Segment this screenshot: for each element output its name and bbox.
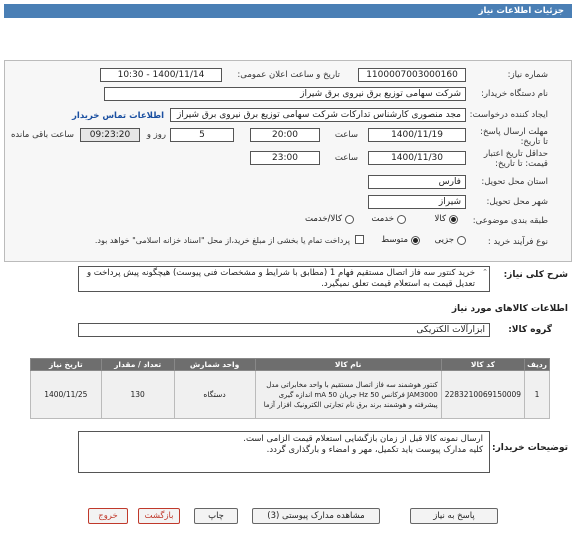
description-label: شرح کلی نیاز: xyxy=(503,270,568,280)
goods-group-field[interactable]: ابزارآلات الکتریکی xyxy=(78,323,490,337)
column-header: تاریخ نیاز xyxy=(31,359,102,371)
buyer-notes-line-1: ارسال نمونه کالا قبل از زمان بازگشایی استعلام قیمت الزامی است. xyxy=(243,434,483,444)
page-header: جزئیات اطلاعات نیاز xyxy=(4,4,572,18)
process-option-minor[interactable]: جزیی xyxy=(435,235,466,245)
category-label: طبقه بندی موضوعی: xyxy=(472,216,548,226)
remaining-time-label: ساعت باقی مانده xyxy=(10,130,74,140)
radio-selected-icon xyxy=(411,236,420,245)
goods-unit: دستگاه xyxy=(174,371,255,419)
table-row[interactable] xyxy=(31,371,550,419)
goods-code: 2283210069150009 xyxy=(441,371,524,419)
exit-button[interactable]: خروج xyxy=(88,508,128,524)
treasury-payment-checkbox[interactable] xyxy=(355,235,364,244)
announce-label: تاریخ و ساعت اعلان عمومی: xyxy=(237,70,340,80)
reply-button[interactable]: پاسخ به نیاز xyxy=(410,508,498,524)
back-button[interactable]: بازگشت xyxy=(138,508,180,524)
province-field[interactable]: فارس xyxy=(368,175,466,189)
deadline-time-field[interactable]: 20:00 xyxy=(250,128,320,142)
radio-icon xyxy=(345,215,354,224)
goods-name: کنتور هوشمند سه فاز اتصال مستقیم با واحد مخابراتی مدل JAM3000 فرکانس 50 Hz جریان 50 mA اندازه گیری پیشرفته و هوشمند برند برق نام تجارتی الکترونیک افزار آزما xyxy=(255,371,441,419)
deadline-date-field[interactable]: 1400/11/19 xyxy=(368,128,466,142)
need-number-field[interactable]: 1100007003000160 xyxy=(358,68,466,82)
city-label: شهر محل تحویل: xyxy=(486,197,548,207)
announce-field[interactable]: 1400/11/14 - 10:30 xyxy=(100,68,222,82)
column-header: نام کالا xyxy=(255,359,441,371)
creator-field[interactable]: مجد منصوری کارشناس تدارکات شرکت سهامی توزیع برق نیروی برق شیراز xyxy=(170,108,466,122)
radio-selected-icon xyxy=(449,215,458,224)
goods-qty: 130 xyxy=(101,371,174,419)
column-header: کد کالا xyxy=(441,359,524,371)
category-option-goods[interactable]: کالا xyxy=(435,214,458,224)
validity-time-label: ساعت xyxy=(334,153,358,163)
buyer-notes-field[interactable] xyxy=(78,431,490,473)
need-date: 1400/11/25 xyxy=(31,371,102,419)
process-option-medium[interactable]: متوسط xyxy=(381,235,420,245)
buyer-org-field[interactable]: شرکت سهامی توزیع برق نیروی برق شیراز xyxy=(104,87,466,101)
category-option-service[interactable]: خدمت xyxy=(371,214,406,224)
city-field[interactable]: شیراز xyxy=(368,195,466,209)
buyer-notes-line-2: کلیه مدارک پیوست باید تکمیل، مهر و امضاء و بارگذاری گردد. xyxy=(266,445,483,455)
buyer-notes-label: توضیحات خریدار: xyxy=(492,443,568,453)
treasury-payment-note: پرداخت تمام یا بخشی از مبلغ خرید،از محل "اسناد خزانه اسلامی" خواهد بود. xyxy=(94,236,350,245)
validity-time-field[interactable]: 23:00 xyxy=(250,151,320,165)
radio-icon xyxy=(457,236,466,245)
description-field[interactable]: خرید کنتور سه فاز اتصال مستقیم فهام 1 (مطابق با شرایط و مشخصات فنی پیوست) هیچگونه پیش پرداخت و تعدیل قیمت به استعلام قیمت تعلق نمیگیرد. xyxy=(78,266,490,292)
row-number: 1 xyxy=(525,371,550,419)
province-label: استان محل تحویل: xyxy=(481,177,548,187)
need-number-label: شماره نیاز: xyxy=(507,70,548,80)
remaining-time-field: 09:23:20 xyxy=(80,128,140,142)
creator-label: ایجاد کننده درخواست: xyxy=(469,110,548,120)
process-label: نوع فرآیند خرید : xyxy=(487,237,548,247)
column-header: واحد شمارش xyxy=(174,359,255,371)
goods-section-title: اطلاعات کالاهای مورد نیاز xyxy=(451,304,568,314)
column-header: ردیف xyxy=(525,359,550,371)
buyer-org-label: نام دستگاه خریدار: xyxy=(481,89,548,99)
deadline-time-label: ساعت xyxy=(334,130,358,140)
buyer-contact-link[interactable]: اطلاعات تماس خریدار xyxy=(72,111,164,121)
days-field[interactable]: 5 xyxy=(170,128,234,142)
category-option-goods-service[interactable]: کالا/خدمت xyxy=(305,214,354,224)
column-header: تعداد / مقدار xyxy=(101,359,174,371)
goods-group-label: گروه کالا: xyxy=(508,325,552,335)
radio-icon xyxy=(397,215,406,224)
deadline-label: مهلت ارسال پاسخ: تا تاریخ: xyxy=(480,127,548,147)
attachments-button[interactable]: مشاهده مدارک پیوستی (3) xyxy=(252,508,380,524)
resize-handle-icon[interactable]: ⌃ xyxy=(482,268,488,276)
print-button[interactable]: چاپ xyxy=(194,508,238,524)
days-label: روز و xyxy=(146,130,166,140)
goods-table xyxy=(30,358,550,419)
min-validity-label: حداقل تاریخ اعتبار قیمت: تا تاریخ: xyxy=(483,149,548,169)
validity-date-field[interactable]: 1400/11/30 xyxy=(368,151,466,165)
